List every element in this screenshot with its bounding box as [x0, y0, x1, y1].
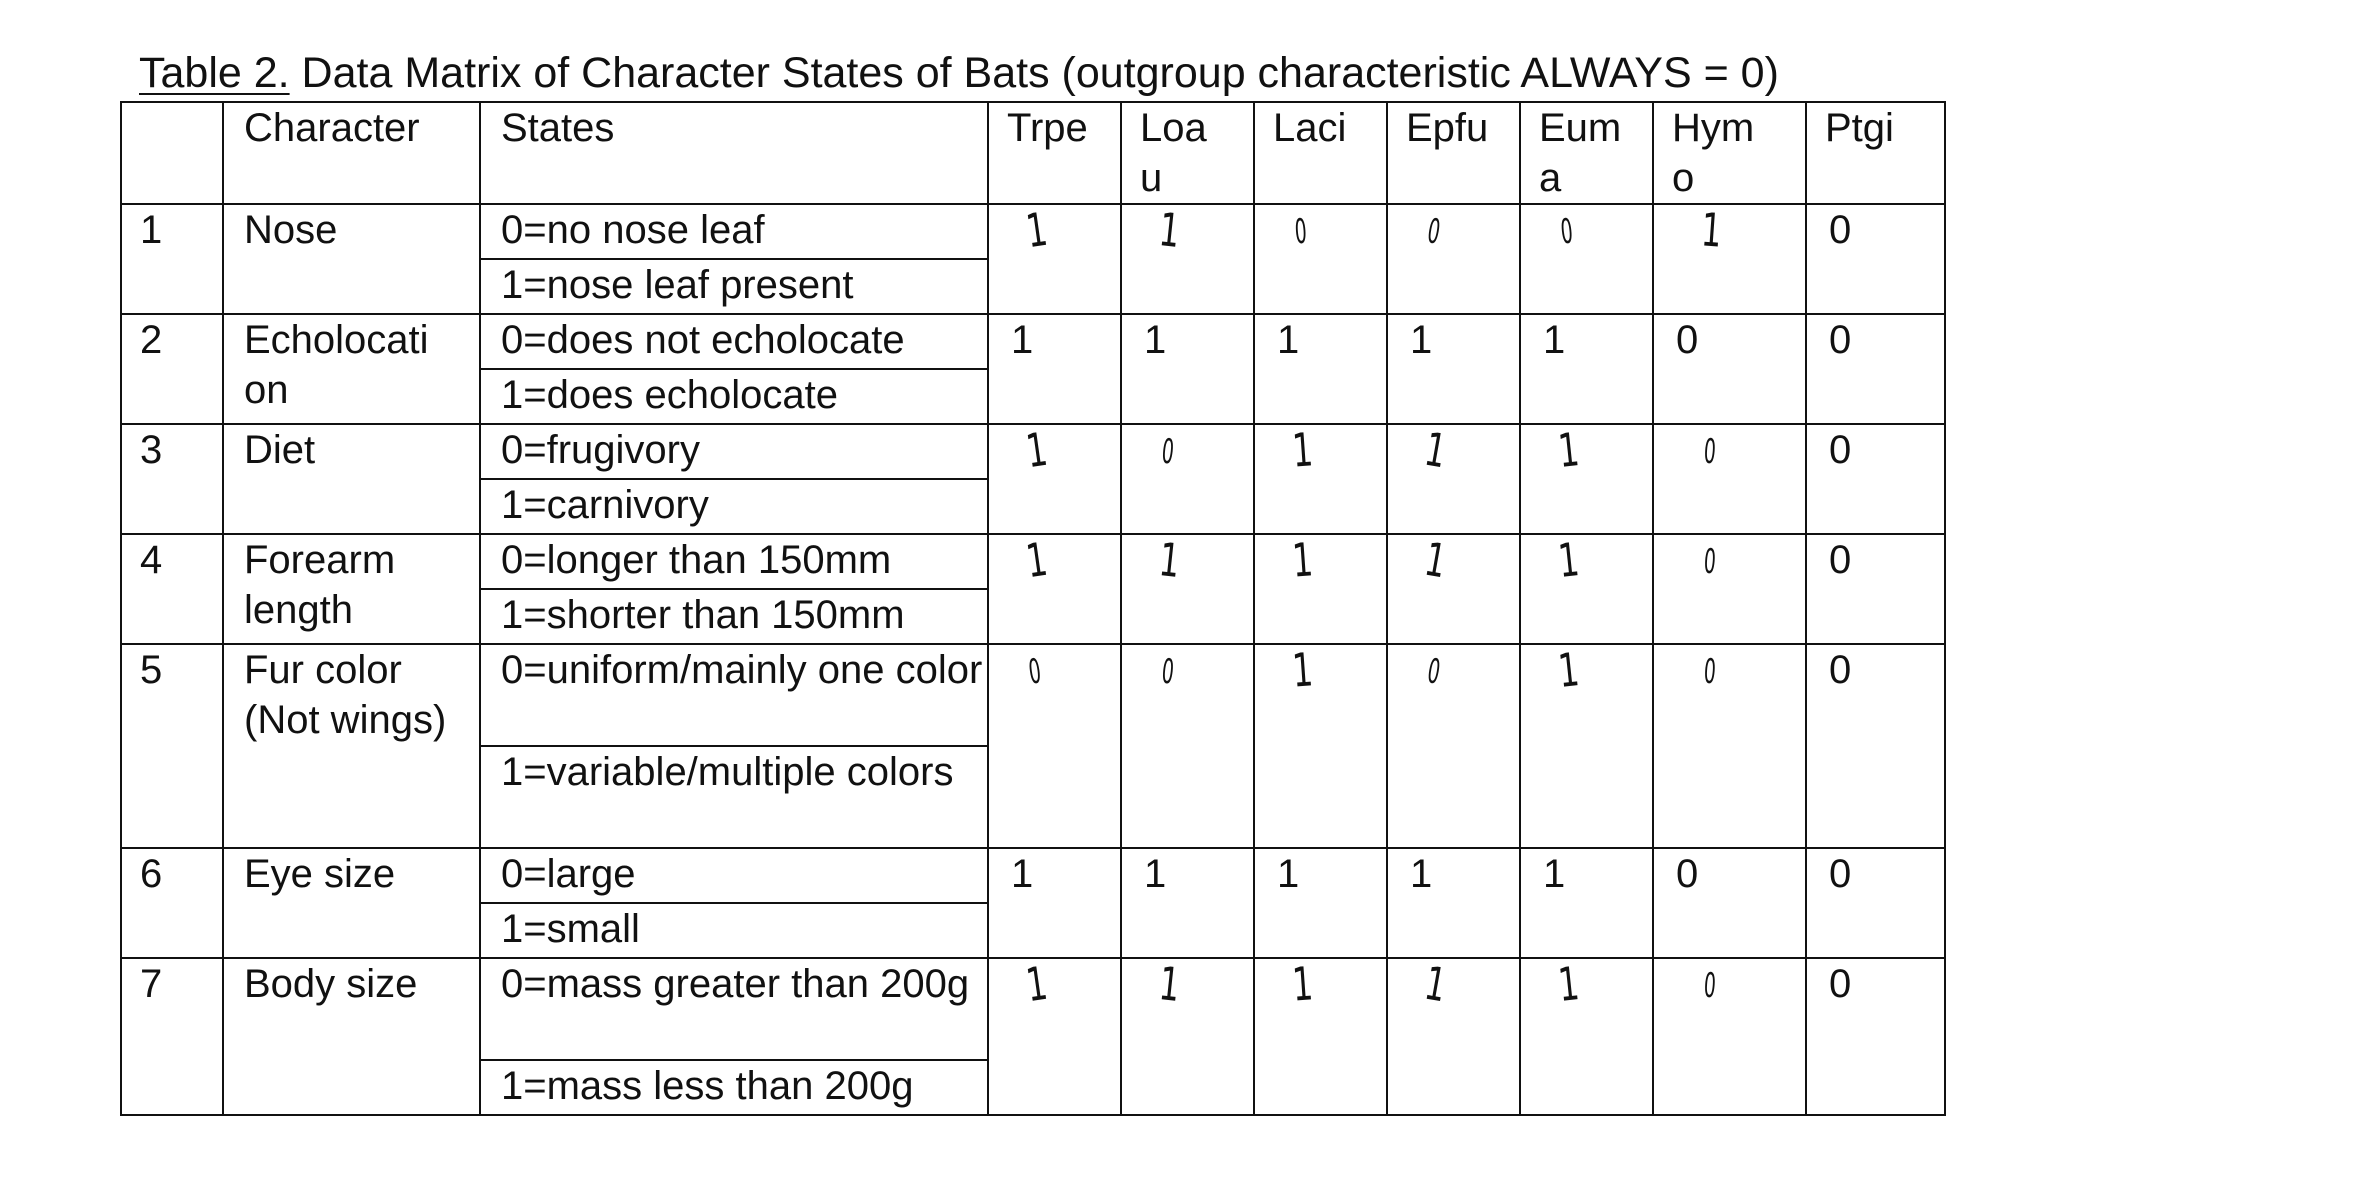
value-cell: 1 — [1520, 314, 1653, 424]
value-cell: 1 — [1254, 314, 1387, 424]
handwritten-value: 1 — [1699, 202, 1724, 258]
value-cell-handwritten — [1254, 204, 1387, 314]
header-taxon-trpe: Trpe — [988, 102, 1121, 204]
handwritten-value: 0 — [1025, 651, 1044, 693]
handwritten-value: 1 — [1022, 955, 1051, 1013]
value-cell: 0 — [1806, 958, 1945, 1115]
value-cell: 1 — [1121, 314, 1254, 424]
value-cell-handwritten — [988, 421, 1121, 534]
handwritten-value: 0 — [1293, 211, 1308, 253]
table-row — [121, 848, 1945, 903]
character-number: 4 — [121, 534, 223, 644]
value-cell: 1 — [1387, 848, 1520, 958]
value-cell-handwritten — [1387, 531, 1520, 644]
handwritten-value: 1 — [1555, 422, 1582, 478]
value-cell: 0 — [1653, 848, 1806, 958]
handwritten-value: 1 — [1022, 201, 1051, 259]
state-1: 1=carnivory — [480, 479, 988, 534]
value-cell-handwritten — [1121, 958, 1254, 1115]
value-cell: 0 — [1806, 644, 1945, 848]
value-cell-handwritten — [1121, 644, 1254, 848]
state-0: 0=uniform/mainly one color — [480, 644, 988, 746]
handwritten-value: 0 — [1558, 211, 1575, 253]
value-cell-handwritten — [988, 644, 1121, 848]
character-number: 1 — [121, 204, 223, 314]
value-cell-handwritten — [1254, 644, 1387, 848]
table-title: Data Matrix of Character States of Bats (outgroup characteristic ALWAYS = 0) — [289, 49, 1779, 97]
value-cell: 0 — [1806, 848, 1945, 958]
value-cell-handwritten — [1254, 958, 1387, 1115]
value-cell-handwritten — [1520, 958, 1653, 1115]
header-taxon-laci: Laci — [1254, 102, 1387, 204]
table-caption — [139, 48, 1779, 98]
handwritten-value: 1 — [1420, 531, 1451, 589]
state-0: 0=longer than 150mm — [480, 534, 988, 589]
state-1: 1=does echolocate — [480, 369, 988, 424]
header-taxon-ptgi: Ptgi — [1806, 102, 1945, 204]
header-taxon-hymo: Hym o — [1653, 102, 1806, 204]
state-1: 1=small — [480, 903, 988, 958]
header-states: States — [480, 102, 988, 204]
value-cell-handwritten — [1520, 424, 1653, 534]
state-0: 0=no nose leaf — [480, 204, 988, 259]
value-cell-handwritten — [1520, 204, 1653, 314]
handwritten-value: 0 — [1702, 541, 1717, 583]
state-1: 1=shorter than 150mm — [480, 589, 988, 644]
handwritten-value: 1 — [1022, 421, 1051, 479]
header-taxon-euma: Eum a — [1520, 102, 1653, 204]
state-0: 0=frugivory — [480, 424, 988, 479]
value-cell-handwritten — [1387, 955, 1520, 1115]
header-character: Character — [223, 102, 480, 204]
character-name: Diet — [223, 424, 480, 534]
handwritten-value: 1 — [1290, 956, 1315, 1012]
value-cell-handwritten — [1254, 424, 1387, 534]
value-cell-handwritten — [1653, 958, 1806, 1115]
value-cell: 1 — [1520, 848, 1653, 958]
state-0: 0=mass greater than 200g — [480, 958, 988, 1060]
header-taxon-loau: Loa u — [1121, 102, 1254, 204]
handwritten-value: 1 — [1420, 421, 1451, 479]
value-cell-handwritten — [988, 955, 1121, 1115]
value-cell-handwritten — [1121, 534, 1254, 644]
handwritten-value: 1 — [1156, 532, 1183, 588]
value-cell-handwritten — [988, 531, 1121, 644]
handwritten-value: 0 — [1424, 651, 1443, 693]
handwritten-value: 1 — [1555, 532, 1582, 588]
value-cell: 0 — [1806, 204, 1945, 314]
character-name: Body size — [223, 958, 480, 1115]
value-cell-handwritten — [1387, 644, 1520, 848]
handwritten-value: 1 — [1555, 642, 1582, 698]
value-cell-handwritten — [988, 201, 1121, 314]
handwritten-value: 1 — [1290, 642, 1315, 698]
value-cell-handwritten — [1254, 534, 1387, 644]
character-number: 7 — [121, 958, 223, 1115]
value-cell: 1 — [988, 848, 1121, 958]
handwritten-value: 1 — [1420, 955, 1451, 1013]
header-number-cell — [121, 102, 223, 204]
handwritten-value: 0 — [1702, 651, 1717, 693]
character-name: Fur color (Not wings) — [223, 644, 480, 848]
state-1: 1=mass less than 200g — [480, 1060, 988, 1115]
handwritten-value: 0 — [1702, 431, 1717, 473]
table-row — [121, 204, 1945, 259]
character-name: Nose — [223, 204, 480, 314]
state-1: 1=variable/multiple colors — [480, 746, 988, 848]
handwritten-value: 1 — [1290, 532, 1315, 588]
handwritten-value: 1 — [1555, 956, 1582, 1012]
header-taxon-epfu: Epfu — [1387, 102, 1520, 204]
value-cell-handwritten — [1387, 421, 1520, 534]
table-number: Table 2. — [139, 49, 290, 97]
handwritten-value: 1 — [1156, 956, 1183, 1012]
value-cell: 1 — [988, 314, 1121, 424]
handwritten-value: 1 — [1022, 531, 1051, 589]
value-cell: 1 — [1121, 848, 1254, 958]
character-name: Forearm length — [223, 534, 480, 644]
value-cell-handwritten — [1653, 204, 1806, 314]
handwritten-value: 0 — [1159, 431, 1176, 473]
character-name: Echolocati on — [223, 314, 480, 424]
table-row — [121, 958, 1945, 1060]
handwritten-value: 0 — [1424, 211, 1443, 253]
value-cell: 0 — [1806, 314, 1945, 424]
table-row — [121, 314, 1945, 369]
character-number: 3 — [121, 424, 223, 534]
value-cell: 0 — [1806, 424, 1945, 534]
character-number: 5 — [121, 644, 223, 848]
handwritten-value: 1 — [1290, 422, 1315, 478]
value-cell-handwritten — [1520, 534, 1653, 644]
value-cell: 0 — [1653, 314, 1806, 424]
handwritten-value: 1 — [1156, 202, 1183, 258]
value-cell: 0 — [1806, 534, 1945, 644]
state-0: 0=large — [480, 848, 988, 903]
table-row — [121, 534, 1945, 589]
state-1: 1=nose leaf present — [480, 259, 988, 314]
character-number: 2 — [121, 314, 223, 424]
handwritten-value: 0 — [1702, 965, 1717, 1007]
table-row — [121, 424, 1945, 479]
value-cell-handwritten — [1121, 204, 1254, 314]
value-cell-handwritten — [1653, 644, 1806, 848]
character-number: 6 — [121, 848, 223, 958]
value-cell-handwritten — [1121, 424, 1254, 534]
character-matrix-table — [120, 101, 1946, 1116]
handwritten-value: 0 — [1159, 651, 1176, 693]
value-cell-handwritten — [1520, 644, 1653, 848]
table-row — [121, 644, 1945, 746]
value-cell-handwritten — [1387, 204, 1520, 314]
state-0: 0=does not echolocate — [480, 314, 988, 369]
value-cell: 1 — [1254, 848, 1387, 958]
value-cell: 1 — [1387, 314, 1520, 424]
value-cell-handwritten — [1653, 534, 1806, 644]
value-cell-handwritten — [1653, 424, 1806, 534]
header-row — [121, 102, 1945, 204]
character-name: Eye size — [223, 848, 480, 958]
